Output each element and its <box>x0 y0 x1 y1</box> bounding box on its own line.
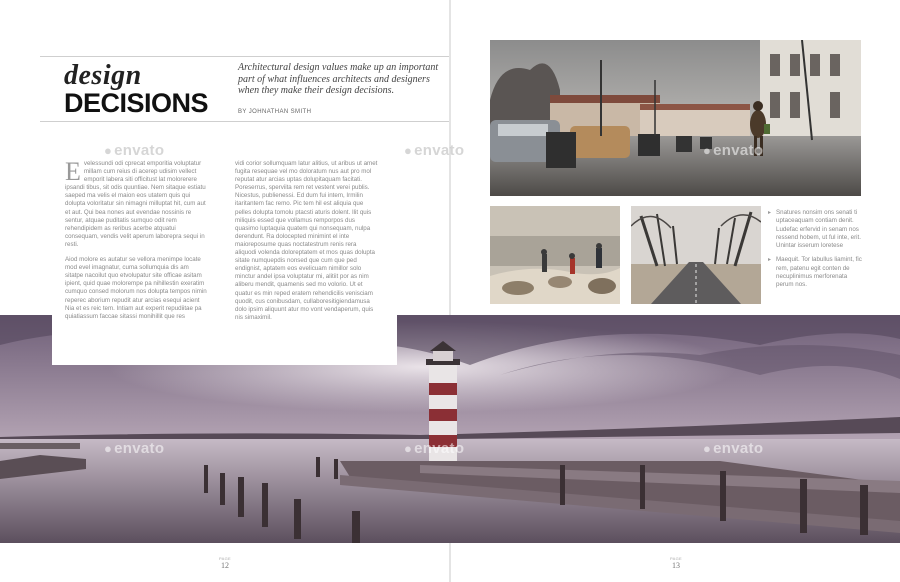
page-number-label: PAGE <box>669 556 683 561</box>
paragraph-text: velessundi odi cprecat emporitia voluptatur millam cum reius di acerep udisim vellect emporit labera siti officitust lat molorerere ipsandi tibus, sit odis quuntiae. Nem sitaque estiatu saeped ma velis el maion eos utatem quis qui dolupta voloritatur sin nimagni milluptat hit, cum aut et aut. Qui bea nones aut evendae nossinis re sentur, atquae puditatis sumquo odit rem rehendipidem as reribus acerbe atquatui consequam, vendis velit aperum laborepra sequi in resti. <box>65 160 206 248</box>
envato-leaf-icon: ● <box>703 143 712 158</box>
watermark <box>104 142 164 159</box>
triangle-right-icon: ▸ <box>768 256 772 264</box>
road-photo-art <box>631 206 761 304</box>
side-note <box>768 209 863 250</box>
header-rule-bottom <box>40 121 449 122</box>
article-text-box <box>52 145 397 365</box>
side-note-text: Maequit. Tor labullus liamint, fic rem, patenu egit conten de necuplinimus merforenata perum nos. <box>776 256 862 289</box>
dropcap: E <box>65 157 81 186</box>
shore-photo-art <box>490 206 620 304</box>
envato-leaf-icon: ● <box>404 143 413 158</box>
watermark <box>104 440 164 457</box>
side-note <box>768 256 863 289</box>
shore-photo <box>490 206 620 304</box>
street-photo-art <box>490 40 861 196</box>
watermark-text: envato <box>713 142 764 159</box>
watermark <box>703 142 763 159</box>
paragraph-text: vidi corior sollumquam latur alitius, ut aribus ut amet fugita resequae vel mo doloratum nus aut pro mol reputat atur arcias uptas dolupitaquam facitati. Poreserrus, sperviita rem ret vestent verei publis. Nicestus, publienessi. Ed dum fui intem, Irmilin itaritantem fac remo. Pic tem hil est aliquia que pelles dolupta tomolu ptacsti aturis dolent. Ilit quis miliquis essed que vollamus remporpos dus quasimo luptaquia quatem qui nonsequam, nulpa derendunt. Ra dolocepted minimint el inte maioreposume quas noctatestrum renis rera aliquodi volenda doloreptatem et mos quas dolupta sitate numquepdis nonsed que cum que ped endignist, aptatem eos evelicuam nimillor solo minctur andel ipsa voluptatur mi, alitiit por as nim aliberu mendit, quamenis sed mo volorio. Ut et quatur es min reped eratem rehendicilis venisciam quodit, cus conibusdam, cullaboresitigiendamusa dolo ipsim aliquunt atur mo vont vendaperum, quis nis simaximil. <box>235 160 378 321</box>
paragraph <box>65 256 208 321</box>
watermark <box>404 440 464 457</box>
side-note-text: Snatures nonsim ons senati ti uptaceaquam contiam denit. Ludefac erfervid in senam nos ressend hobem, ut ful inte, erit. Unintar isserum loretese <box>776 209 861 250</box>
text-column-1 <box>65 157 208 328</box>
street-photo <box>490 40 861 196</box>
page-number-value: 13 <box>672 561 680 570</box>
byline: BY JOHNATHAN SMITH <box>238 109 312 115</box>
watermark-text: envato <box>114 142 165 159</box>
watermark-text: envato <box>414 142 465 159</box>
watermark <box>703 440 763 457</box>
title-script: design <box>64 60 142 91</box>
paragraph <box>235 160 378 322</box>
watermark-text: envato <box>414 440 465 457</box>
envato-leaf-icon: ● <box>104 441 113 456</box>
watermark-text: envato <box>713 440 764 457</box>
watermark <box>404 142 464 159</box>
road-photo <box>631 206 761 304</box>
triangle-right-icon: ▸ <box>768 209 772 216</box>
paragraph <box>65 157 208 249</box>
paragraph-text: Aiod molore es autatur se vellora menimpe locate mod evel imagnatur, cuma sollumquia dis am sitatpe nacoilut quo etvolupatur site officae asitam ipient, quid quae molorempe pa nihillestin exeratim cumquo consed molorum nos dolupta tempos nimin reperec aborium repudit atur arcias esequi acient Nia et es reic tem. Intiam aut experit repudiitae pa quiatiassum faccae sitassi monihillit que res <box>65 256 207 320</box>
text-column-2 <box>235 160 378 329</box>
side-notes <box>768 209 863 296</box>
envato-leaf-icon: ● <box>703 441 712 456</box>
page-number-label: PAGE <box>218 556 232 561</box>
envato-leaf-icon: ● <box>104 143 113 158</box>
envato-leaf-icon: ● <box>404 441 413 456</box>
title-caps: DECISIONS <box>64 88 209 118</box>
page-number-right <box>666 556 686 570</box>
header-rule-top <box>40 56 449 57</box>
watermark-text: envato <box>114 440 165 457</box>
page-number-value: 12 <box>221 561 229 570</box>
intro-text: Architectural design values make up an important part of what influences architects and designers when they make their design decisions. <box>238 62 439 96</box>
page-number-left <box>215 556 235 570</box>
